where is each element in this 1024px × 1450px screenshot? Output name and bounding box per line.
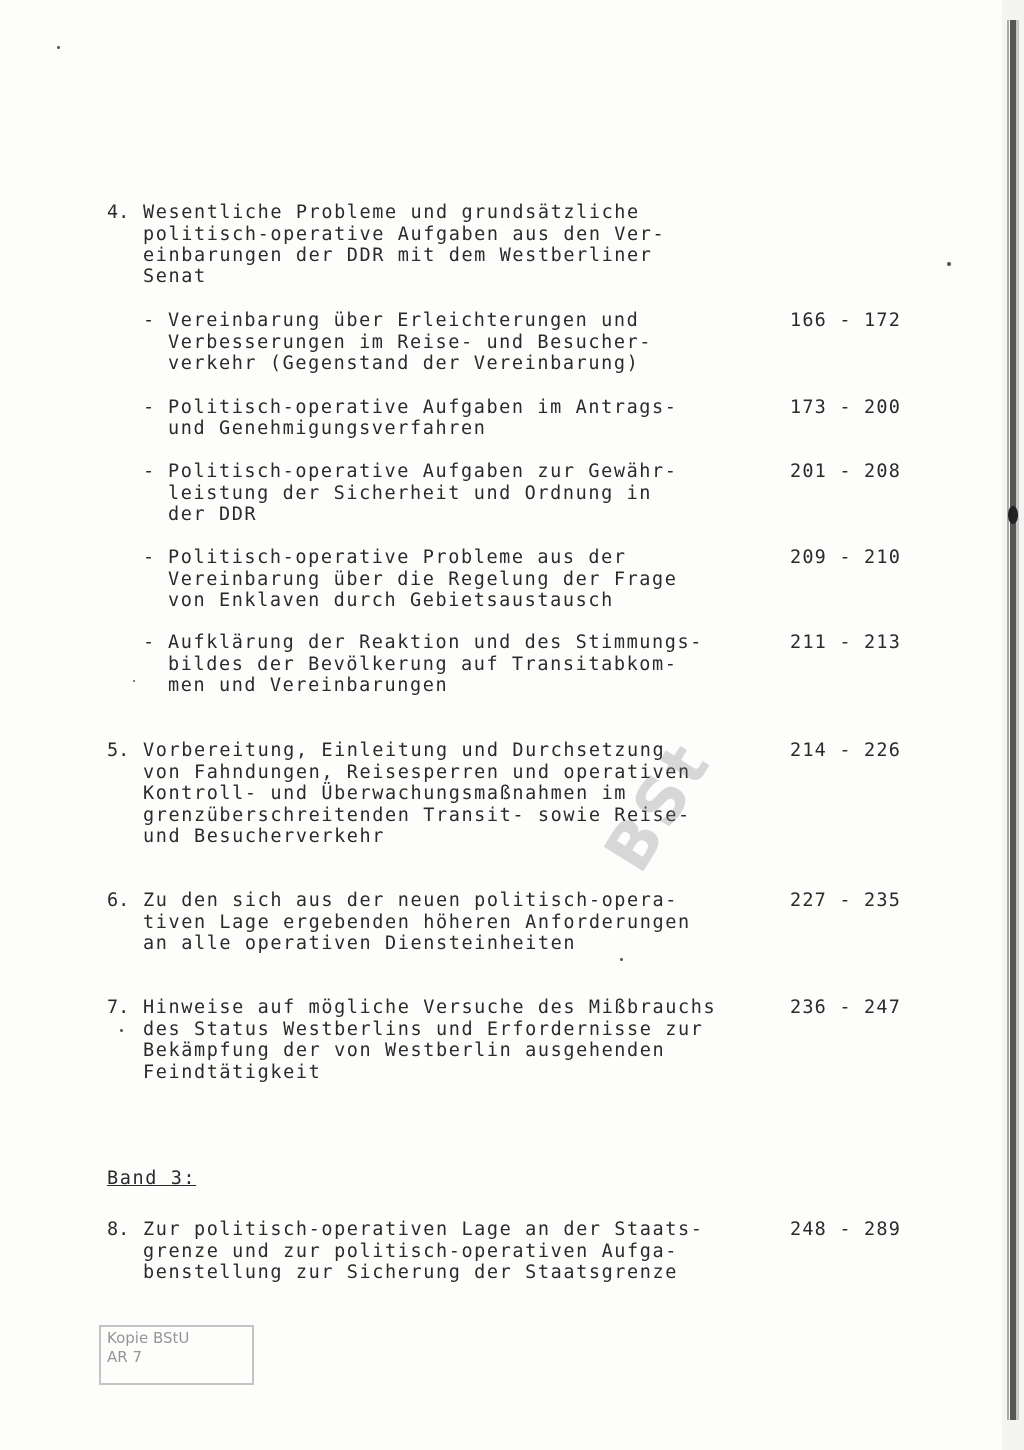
subitem-text-line: Politisch-operative Aufgaben im Antrags- xyxy=(168,397,678,418)
page-range: 173 - 200 xyxy=(790,397,902,418)
page-range: 236 - 247 xyxy=(790,997,902,1018)
section-number: 7. xyxy=(107,997,130,1018)
stamp-line: AR 7 xyxy=(107,1348,142,1366)
page-range: 214 - 226 xyxy=(790,740,902,761)
section-number: 8. xyxy=(107,1219,130,1240)
scan-speck xyxy=(947,262,951,266)
section-text-line: Bekämpfung der von Westberlin ausgehenden xyxy=(143,1040,666,1061)
section-number: 4. xyxy=(107,202,130,223)
subitem-text-line: men und Vereinbarungen xyxy=(168,675,449,696)
subitem-text-line: und Genehmigungsverfahren xyxy=(168,418,487,439)
section-text-line: Vorbereitung, Einleitung und Durchsetzung xyxy=(143,740,666,761)
scan-speck xyxy=(120,1029,123,1032)
page-range: 209 - 210 xyxy=(790,547,902,568)
section-text-line: benstellung zur Sicherung der Staatsgrenze xyxy=(143,1262,678,1283)
page-range: 201 - 208 xyxy=(790,461,902,482)
archive-stamp xyxy=(99,1325,254,1385)
band-heading: Band 3: xyxy=(107,1168,197,1189)
section-text-line: grenze und zur politisch-operativen Aufga- xyxy=(143,1241,678,1262)
subitem-text-line: Aufklärung der Reaktion und des Stimmungs- xyxy=(168,632,703,653)
stamp-line: Kopie BStU xyxy=(107,1329,190,1347)
page-range: 227 - 235 xyxy=(790,890,902,911)
subitem-text-line: Vereinbarung über die Regelung der Frage xyxy=(168,569,678,590)
scan-speck xyxy=(57,46,60,49)
scan-speck xyxy=(133,680,135,682)
section-text-line: Senat xyxy=(143,266,207,287)
section-text-line: Kontroll- und Überwachungsmaßnahmen im xyxy=(143,783,628,804)
page-range: 211 - 213 xyxy=(790,632,902,653)
section-text-line: Feindtätigkeit xyxy=(143,1062,322,1083)
binding-edge xyxy=(984,0,1024,1450)
subitem-text-line: bildes der Bevölkerung auf Transitabkom- xyxy=(168,654,678,675)
section-text-line: Zur politisch-operativen Lage an der Staats- xyxy=(143,1219,704,1240)
section-text-line: grenzüberschreitenden Transit- sowie Reise- xyxy=(143,805,691,826)
bstu-watermark: BSt xyxy=(590,729,727,885)
subitem-text-line: leistung der Sicherheit und Ordnung in xyxy=(168,483,653,504)
section-text-line: Zu den sich aus der neuen politisch-opera- xyxy=(143,890,678,911)
list-dash: - xyxy=(143,461,155,482)
subitem-text-line: verkehr (Gegenstand der Vereinbarung) xyxy=(168,353,640,374)
subitem-text-line: Vereinbarung über Erleichterungen und xyxy=(168,310,640,331)
list-dash: - xyxy=(143,397,155,418)
section-text-line: des Status Westberlins und Erfordernisse zur xyxy=(143,1019,704,1040)
page-range: 166 - 172 xyxy=(790,310,902,331)
list-dash: - xyxy=(143,310,155,331)
section-text-line: von Fahndungen, Reisesperren und operativen xyxy=(143,762,691,783)
subitem-text-line: Politisch-operative Probleme aus der xyxy=(168,547,627,568)
section-text-line: tiven Lage ergebenden höheren Anforderungen xyxy=(143,912,691,933)
subitem-text-line: Verbesserungen im Reise- und Besucher- xyxy=(168,332,653,353)
list-dash: - xyxy=(143,547,155,568)
section-text-line: Hinweise auf mögliche Versuche des Mißbrauchs xyxy=(143,997,717,1018)
page-range: 248 - 289 xyxy=(790,1219,902,1240)
section-text-line: an alle operativen Diensteinheiten xyxy=(143,933,577,954)
scan-speck xyxy=(620,958,623,961)
section-number: 6. xyxy=(107,890,130,911)
section-text-line: politisch-operative Aufgaben aus den Ver- xyxy=(143,224,666,245)
section-text-line: und Besucherverkehr xyxy=(143,826,386,847)
section-text-line: einbarungen der DDR mit dem Westberliner xyxy=(143,245,653,266)
section-text-line: Wesentliche Probleme und grundsätzliche xyxy=(143,202,640,223)
list-dash: - xyxy=(143,632,155,653)
section-number: 5. xyxy=(107,740,130,761)
subitem-text-line: von Enklaven durch Gebietsaustausch xyxy=(168,590,614,611)
subitem-text-line: der DDR xyxy=(168,504,258,525)
subitem-text-line: Politisch-operative Aufgaben zur Gewähr- xyxy=(168,461,678,482)
